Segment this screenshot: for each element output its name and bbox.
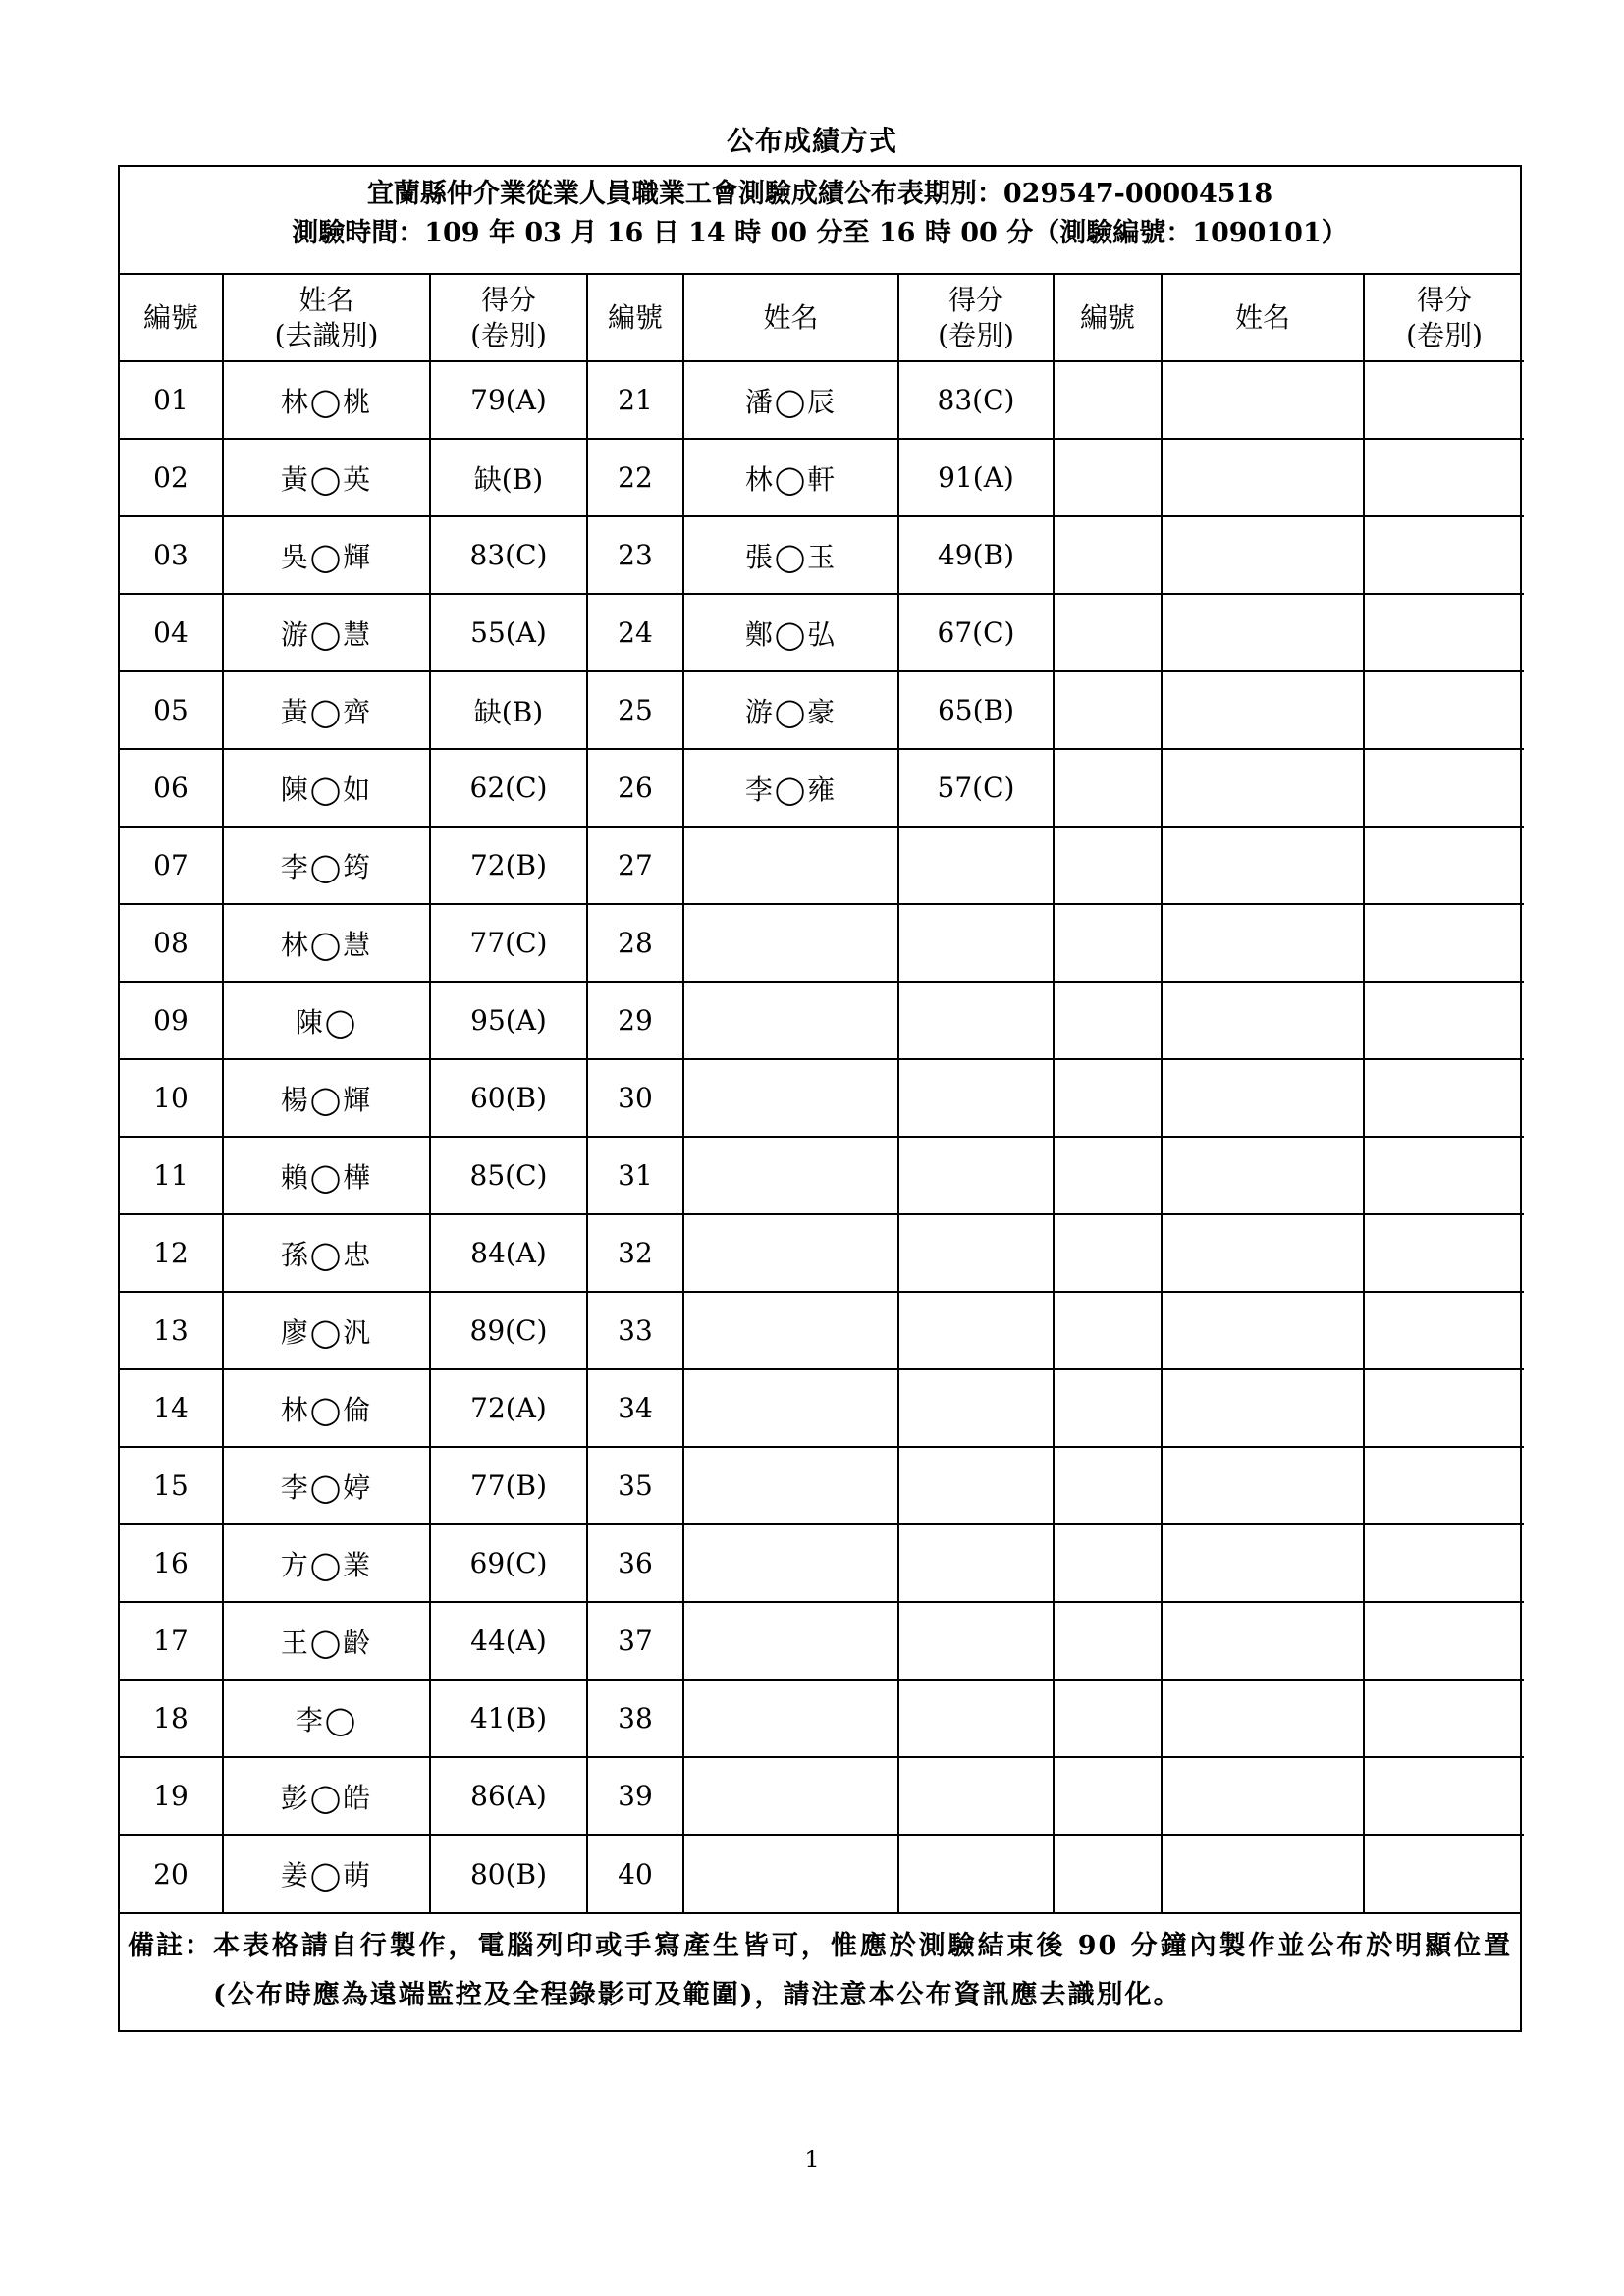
table-row <box>120 1059 1524 1137</box>
number-cell: 09 <box>120 982 223 1059</box>
score-cell <box>1364 516 1524 594</box>
name-cell <box>683 1059 898 1137</box>
header-score <box>430 275 587 361</box>
score-cell: 60(B) <box>430 1059 587 1137</box>
score-cell <box>898 1214 1054 1292</box>
table-row <box>120 1369 1524 1447</box>
header-name-sub: (去識別) <box>274 318 379 351</box>
number-cell <box>1054 1680 1162 1757</box>
name-cell: 李◯筠 <box>223 827 430 904</box>
score-cell <box>1364 1680 1524 1757</box>
header-score-sub: (卷別) <box>470 318 547 351</box>
score-cell <box>898 982 1054 1059</box>
name-cell <box>683 982 898 1059</box>
score-cell: 72(B) <box>430 827 587 904</box>
number-cell: 02 <box>120 439 223 516</box>
number-cell: 36 <box>587 1524 683 1602</box>
header-score-label: 得分 <box>480 283 536 316</box>
table-row <box>120 361 1524 439</box>
number-cell <box>1054 827 1162 904</box>
table-row <box>120 1757 1524 1835</box>
name-cell: 陳◯ <box>223 982 430 1059</box>
score-cell <box>898 1680 1054 1757</box>
name-cell <box>1162 1524 1364 1602</box>
score-cell: 83(C) <box>898 361 1054 439</box>
number-cell: 38 <box>587 1680 683 1757</box>
name-cell: 姜◯萌 <box>223 1835 430 1912</box>
name-cell: 方◯業 <box>223 1524 430 1602</box>
name-cell: 王◯齡 <box>223 1602 430 1680</box>
score-cell: 57(C) <box>898 749 1054 827</box>
name-cell: 賴◯樺 <box>223 1137 430 1214</box>
score-cell: 83(C) <box>430 516 587 594</box>
name-cell: 鄭◯弘 <box>683 594 898 671</box>
name-cell: 林◯桃 <box>223 361 430 439</box>
number-cell <box>1054 1292 1162 1369</box>
name-cell <box>1162 1137 1364 1214</box>
table-row <box>120 516 1524 594</box>
number-cell: 26 <box>587 749 683 827</box>
score-cell: 77(B) <box>430 1447 587 1524</box>
number-cell: 33 <box>587 1292 683 1369</box>
name-cell <box>683 827 898 904</box>
name-cell <box>1162 904 1364 982</box>
name-cell: 林◯慧 <box>223 904 430 982</box>
score-cell <box>898 1447 1054 1524</box>
name-cell: 李◯婷 <box>223 1447 430 1524</box>
name-cell: 游◯豪 <box>683 671 898 749</box>
name-cell: 黃◯齊 <box>223 671 430 749</box>
name-cell <box>683 1447 898 1524</box>
score-cell <box>1364 827 1524 904</box>
score-cell <box>1364 982 1524 1059</box>
name-cell <box>683 1835 898 1912</box>
header-number: 編號 <box>587 275 683 361</box>
table-row <box>120 1292 1524 1369</box>
score-cell: 缺(B) <box>430 671 587 749</box>
name-cell: 廖◯汎 <box>223 1292 430 1369</box>
score-cell: 86(A) <box>430 1757 587 1835</box>
number-cell: 24 <box>587 594 683 671</box>
number-cell: 27 <box>587 827 683 904</box>
name-cell: 林◯倫 <box>223 1369 430 1447</box>
table-row <box>120 1137 1524 1214</box>
table-row <box>120 594 1524 671</box>
name-cell: 游◯慧 <box>223 594 430 671</box>
score-cell <box>898 1757 1054 1835</box>
header-score-sub: (卷別) <box>1406 318 1483 351</box>
number-cell: 39 <box>587 1757 683 1835</box>
table-row <box>120 1214 1524 1292</box>
name-cell <box>1162 1292 1364 1369</box>
score-cell: 89(C) <box>430 1292 587 1369</box>
table-row <box>120 671 1524 749</box>
table-row <box>120 1680 1524 1757</box>
header-score-label: 得分 <box>947 283 1003 316</box>
notes-label: 備註： <box>128 1931 213 1961</box>
score-cell: 77(C) <box>430 904 587 982</box>
number-cell: 19 <box>120 1757 223 1835</box>
score-cell: 69(C) <box>430 1524 587 1602</box>
number-cell <box>1054 439 1162 516</box>
name-cell: 李◯ <box>223 1680 430 1757</box>
sheet-header <box>120 167 1520 275</box>
table-row <box>120 1602 1524 1680</box>
number-cell <box>1054 361 1162 439</box>
score-cell: 72(A) <box>430 1369 587 1447</box>
name-cell <box>683 1602 898 1680</box>
number-cell: 18 <box>120 1680 223 1757</box>
score-cell: 41(B) <box>430 1680 587 1757</box>
score-cell <box>1364 1369 1524 1447</box>
score-cell: 65(B) <box>898 671 1054 749</box>
number-cell: 20 <box>120 1835 223 1912</box>
number-cell: 40 <box>587 1835 683 1912</box>
page-number: 1 <box>804 2146 820 2173</box>
name-cell <box>683 1214 898 1292</box>
score-cell <box>1364 1214 1524 1292</box>
name-cell <box>1162 1369 1364 1447</box>
score-cell <box>1364 439 1524 516</box>
score-cell: 84(A) <box>430 1214 587 1292</box>
score-cell <box>898 1524 1054 1602</box>
number-cell <box>1054 904 1162 982</box>
number-cell: 14 <box>120 1369 223 1447</box>
name-cell <box>683 1680 898 1757</box>
name-cell <box>1162 439 1364 516</box>
name-cell <box>1162 594 1364 671</box>
number-cell: 16 <box>120 1524 223 1602</box>
number-cell <box>1054 1602 1162 1680</box>
score-cell: 55(A) <box>430 594 587 671</box>
score-cell <box>898 1835 1054 1912</box>
score-cell <box>1364 1059 1524 1137</box>
header-score-label: 得分 <box>1416 283 1472 316</box>
number-cell: 32 <box>587 1214 683 1292</box>
number-cell: 07 <box>120 827 223 904</box>
number-cell: 35 <box>587 1447 683 1524</box>
number-cell <box>1054 594 1162 671</box>
score-cell <box>1364 1602 1524 1680</box>
notes-section <box>120 1912 1520 2030</box>
table-row <box>120 439 1524 516</box>
number-cell <box>1054 516 1162 594</box>
number-cell <box>1054 1059 1162 1137</box>
number-cell: 37 <box>587 1602 683 1680</box>
number-cell: 34 <box>587 1369 683 1447</box>
number-cell: 01 <box>120 361 223 439</box>
header-name: 姓名 <box>1162 275 1364 361</box>
name-cell: 潘◯辰 <box>683 361 898 439</box>
score-cell <box>898 827 1054 904</box>
score-cell: 80(B) <box>430 1835 587 1912</box>
name-cell <box>683 1524 898 1602</box>
number-cell: 13 <box>120 1292 223 1369</box>
number-cell <box>1054 1447 1162 1524</box>
score-cell <box>1364 1757 1524 1835</box>
score-cell <box>1364 1292 1524 1369</box>
name-cell <box>1162 361 1364 439</box>
name-cell <box>683 1137 898 1214</box>
number-cell: 15 <box>120 1447 223 1524</box>
table-row <box>120 982 1524 1059</box>
number-cell: 12 <box>120 1214 223 1292</box>
number-cell <box>1054 1757 1162 1835</box>
score-sheet <box>118 165 1522 2032</box>
name-cell <box>683 1757 898 1835</box>
name-cell <box>1162 671 1364 749</box>
score-cell <box>898 1137 1054 1214</box>
header-score <box>1364 275 1524 361</box>
number-cell: 08 <box>120 904 223 982</box>
name-cell <box>1162 516 1364 594</box>
number-cell: 30 <box>587 1059 683 1137</box>
score-cell <box>1364 1447 1524 1524</box>
table-row <box>120 1447 1524 1524</box>
score-cell: 91(A) <box>898 439 1054 516</box>
header-line-union: 宜蘭縣仲介業從業人員職業工會測驗成績公布表期別：029547-00004518 <box>366 179 1273 209</box>
table-header-row <box>120 275 1524 361</box>
header-name-label: 姓名 <box>298 283 354 316</box>
score-cell <box>898 1369 1054 1447</box>
name-cell: 黃◯英 <box>223 439 430 516</box>
header-number: 編號 <box>1054 275 1162 361</box>
number-cell: 31 <box>587 1137 683 1214</box>
table-row <box>120 904 1524 982</box>
name-cell: 張◯玉 <box>683 516 898 594</box>
number-cell: 21 <box>587 361 683 439</box>
number-cell <box>1054 671 1162 749</box>
name-cell: 陳◯如 <box>223 749 430 827</box>
number-cell: 22 <box>587 439 683 516</box>
table-row <box>120 1524 1524 1602</box>
name-cell: 李◯雍 <box>683 749 898 827</box>
number-cell: 17 <box>120 1602 223 1680</box>
number-cell <box>1054 1524 1162 1602</box>
table-row <box>120 749 1524 827</box>
name-cell <box>1162 827 1364 904</box>
score-cell <box>1364 1835 1524 1912</box>
number-cell <box>1054 1214 1162 1292</box>
header-name-deidentified <box>223 275 430 361</box>
name-cell: 彭◯皓 <box>223 1757 430 1835</box>
score-cell: 79(A) <box>430 361 587 439</box>
name-cell: 林◯軒 <box>683 439 898 516</box>
name-cell: 吳◯輝 <box>223 516 430 594</box>
name-cell <box>1162 1214 1364 1292</box>
name-cell <box>1162 1757 1364 1835</box>
name-cell <box>1162 1835 1364 1912</box>
score-cell <box>898 1602 1054 1680</box>
score-cell: 缺(B) <box>430 439 587 516</box>
score-cell: 49(B) <box>898 516 1054 594</box>
score-cell: 44(A) <box>430 1602 587 1680</box>
number-cell: 10 <box>120 1059 223 1137</box>
number-cell: 29 <box>587 982 683 1059</box>
score-cell <box>1364 361 1524 439</box>
name-cell <box>683 904 898 982</box>
name-cell: 楊◯輝 <box>223 1059 430 1137</box>
number-cell <box>1054 1137 1162 1214</box>
score-cell: 62(C) <box>430 749 587 827</box>
number-cell: 06 <box>120 749 223 827</box>
header-score <box>898 275 1054 361</box>
header-name: 姓名 <box>683 275 898 361</box>
number-cell: 05 <box>120 671 223 749</box>
header-score-sub: (卷別) <box>938 318 1014 351</box>
number-cell <box>1054 1369 1162 1447</box>
number-cell: 04 <box>120 594 223 671</box>
number-cell: 11 <box>120 1137 223 1214</box>
name-cell <box>1162 982 1364 1059</box>
name-cell <box>1162 1680 1364 1757</box>
number-cell: 23 <box>587 516 683 594</box>
score-cell <box>1364 594 1524 671</box>
name-cell <box>683 1369 898 1447</box>
name-cell: 孫◯忠 <box>223 1214 430 1292</box>
score-cell: 95(A) <box>430 982 587 1059</box>
number-cell <box>1054 982 1162 1059</box>
name-cell <box>683 1292 898 1369</box>
document-title: 公布成績方式 <box>726 125 897 157</box>
score-cell <box>1364 1137 1524 1214</box>
score-cell: 67(C) <box>898 594 1054 671</box>
score-cell: 85(C) <box>430 1137 587 1214</box>
score-cell <box>1364 749 1524 827</box>
number-cell: 28 <box>587 904 683 982</box>
score-table <box>120 275 1524 1912</box>
score-cell <box>1364 671 1524 749</box>
score-cell <box>898 1059 1054 1137</box>
number-cell <box>1054 749 1162 827</box>
name-cell <box>1162 1059 1364 1137</box>
name-cell <box>1162 1602 1364 1680</box>
name-cell <box>1162 749 1364 827</box>
number-cell: 03 <box>120 516 223 594</box>
header-line-exam-time: 測驗時間：109 年 03 月 16 日 14 時 00 分至 16 時 00 分（測驗編號：1090101） <box>292 218 1348 248</box>
number-cell <box>1054 1835 1162 1912</box>
notes-text: 本表格請自行製作，電腦列印或手寫產生皆可，惟應於測驗結束後 90 分鐘內製作並公布於明顯位置(公布時應為遠端監控及全程錄影可及範圍)，請注意本公布資訊應去識別化。 <box>213 1931 1512 2010</box>
score-cell <box>1364 1524 1524 1602</box>
header-number: 編號 <box>120 275 223 361</box>
table-row <box>120 827 1524 904</box>
table-row <box>120 1835 1524 1912</box>
score-cell <box>898 904 1054 982</box>
number-cell: 25 <box>587 671 683 749</box>
score-cell <box>1364 904 1524 982</box>
score-cell <box>898 1292 1054 1369</box>
name-cell <box>1162 1447 1364 1524</box>
